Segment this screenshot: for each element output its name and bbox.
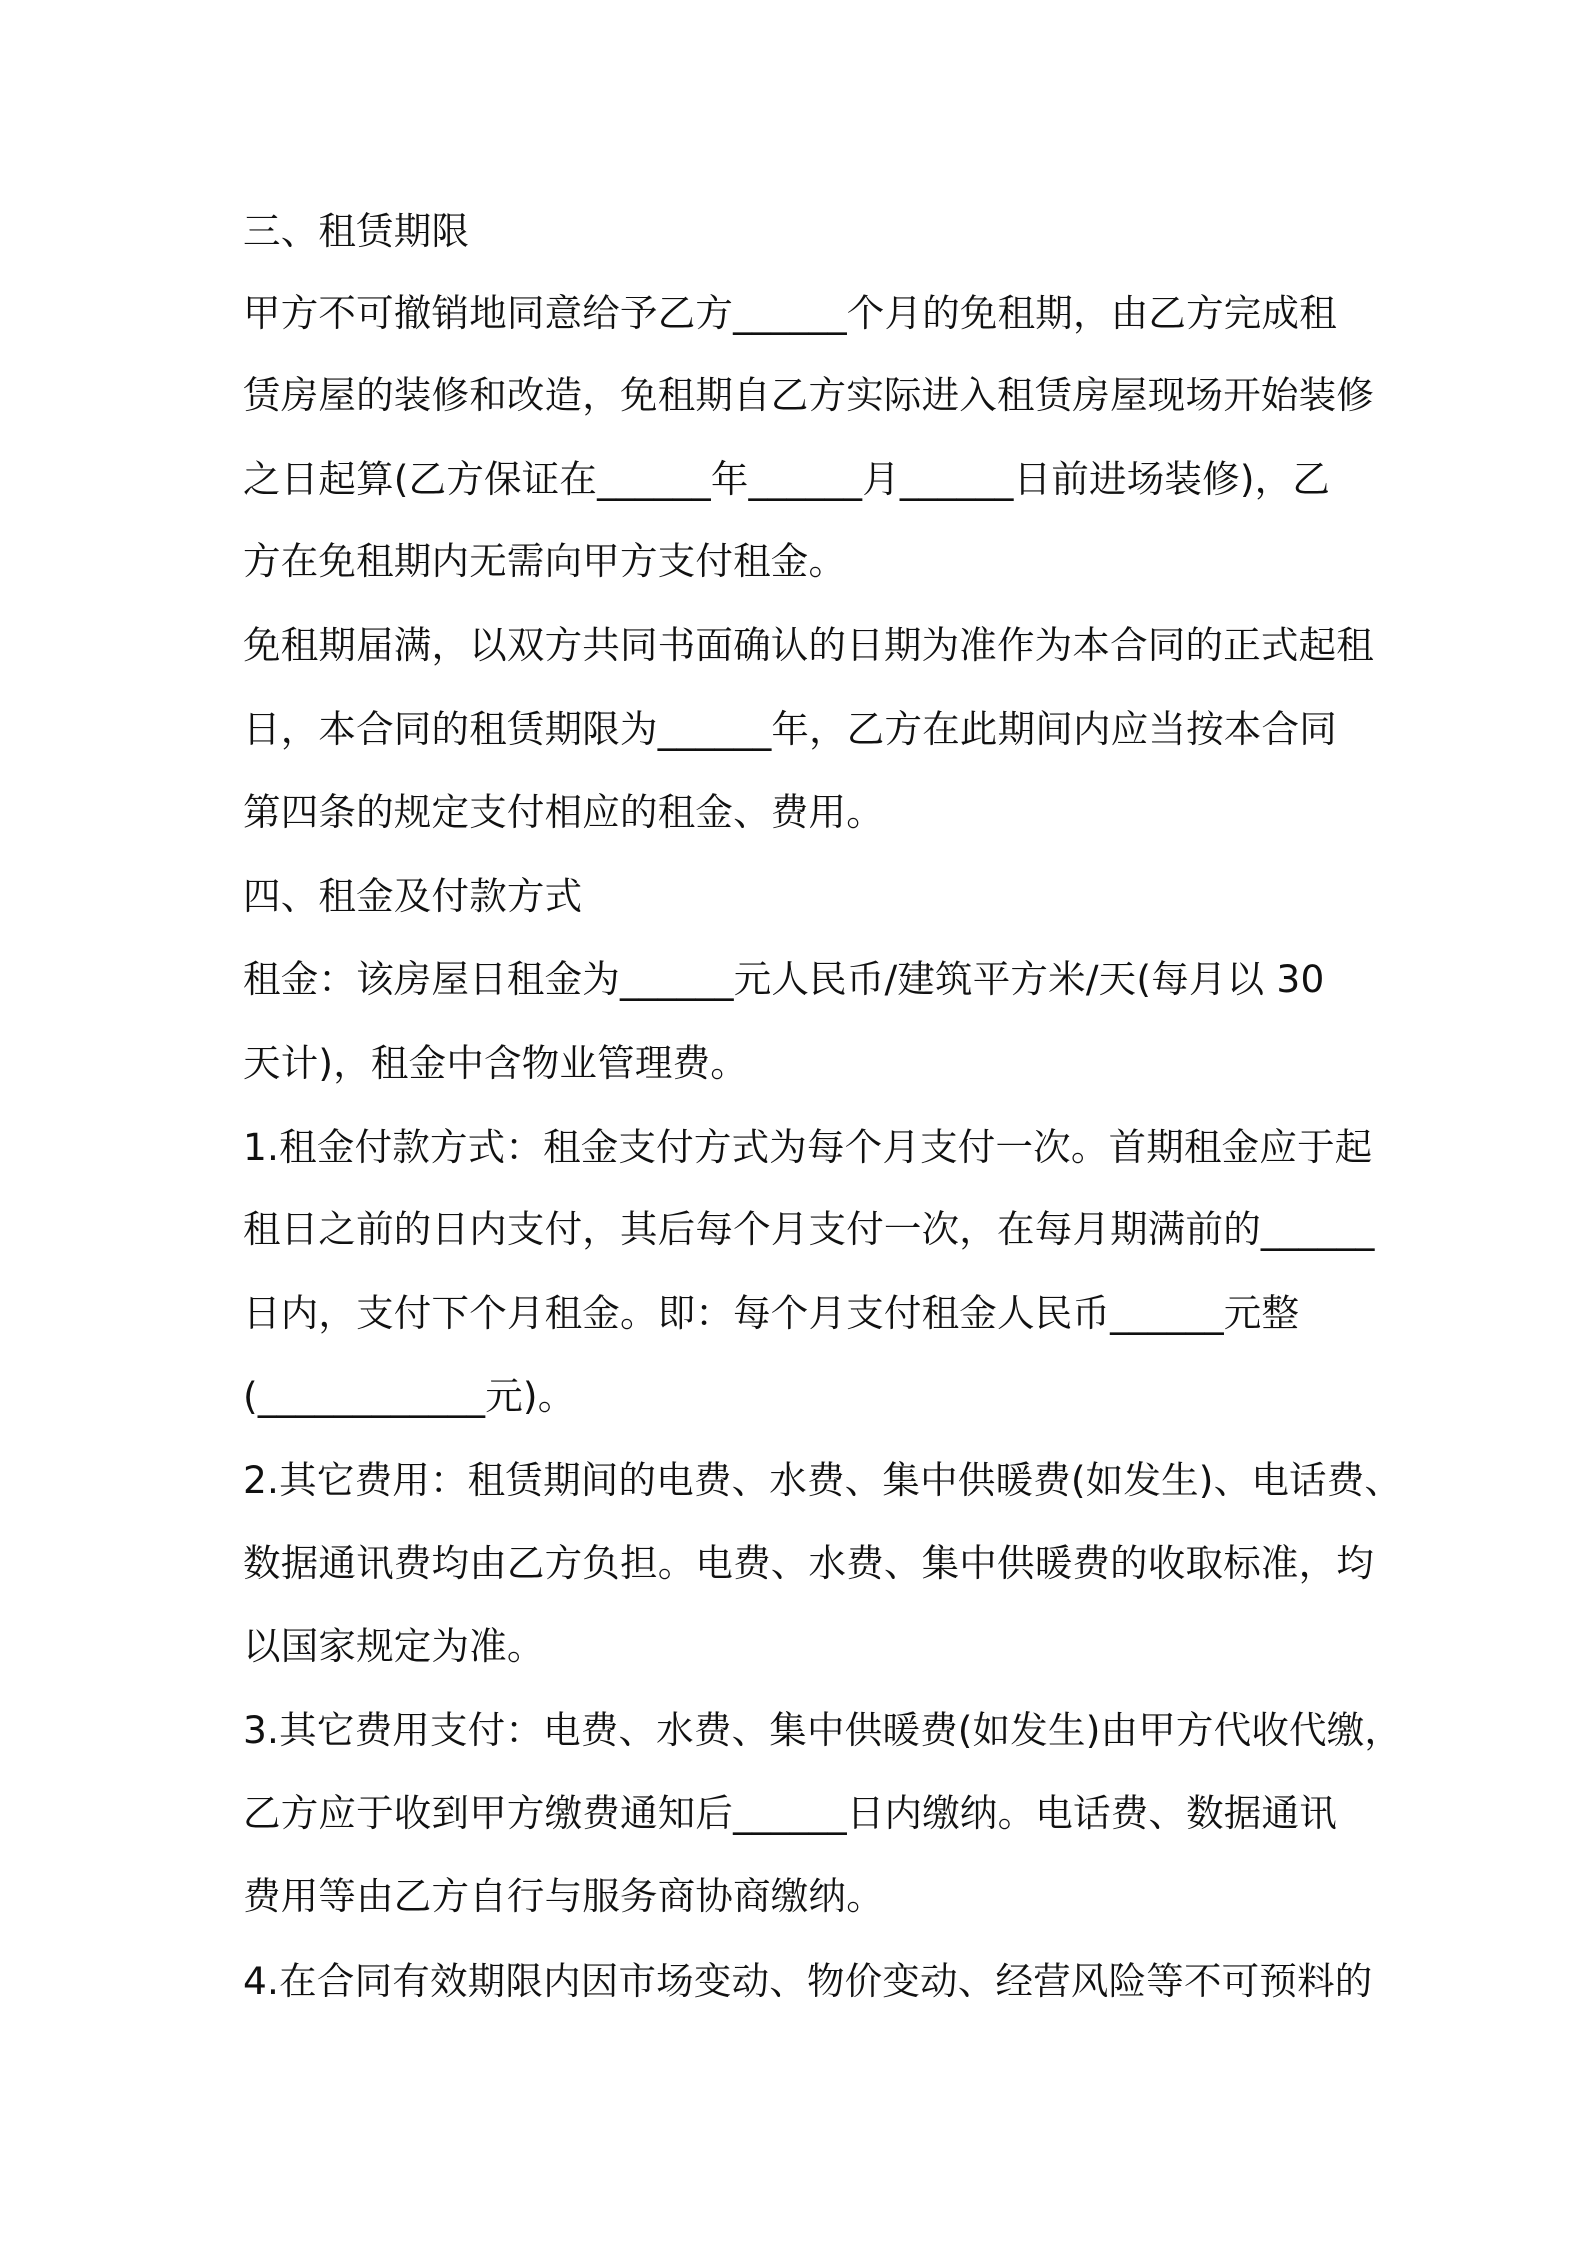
paragraph-line: 数据通讯费均由乙方负担。电费、水费、集中供暖费的收取标准，均: [243, 1541, 1374, 1585]
paragraph-line: 租日之前的日内支付，其后每个月支付一次，在每月期满前的______: [243, 1207, 1375, 1251]
paragraph-line: 第四条的规定支付相应的租金、费用。: [243, 790, 884, 834]
paragraph-line: 以国家规定为准。: [243, 1624, 545, 1668]
paragraph-line: 租金：该房屋日租金为______元人民币/建筑平方米/天(每月以 30: [243, 957, 1325, 1001]
paragraph-line: 日，本合同的租赁期限为______年，乙方在此期间内应当按本合同: [243, 707, 1337, 751]
paragraph-line: 日内，支付下个月租金。即：每个月支付租金人民币______元整: [243, 1291, 1300, 1335]
paragraph-line: 甲方不可撤销地同意给予乙方______个月的免租期，由乙方完成租: [243, 291, 1337, 335]
paragraph-line: 1.租金付款方式：租金支付方式为每个月支付一次。首期租金应于起: [243, 1125, 1373, 1169]
paragraph-line: 4.在合同有效期限内因市场变动、物价变动、经营风险等不可预料的: [243, 1959, 1373, 2003]
section-heading-rent-payment: 四、租金及付款方式: [243, 874, 583, 918]
paragraph-line: 天计)，租金中含物业管理费。: [243, 1041, 748, 1085]
paragraph-line: 方在免租期内无需向甲方支付租金。: [243, 539, 847, 583]
paragraph-line: 免租期届满，以双方共同书面确认的日期为准作为本合同的正式起租: [243, 623, 1374, 667]
paragraph-line: 2.其它费用：租赁期间的电费、水费、集中供暖费(如发生)、电话费、: [243, 1458, 1403, 1502]
paragraph-line: 之日起算(乙方保证在______年______月______日前进场装修)，乙: [243, 457, 1331, 501]
section-heading-lease-term: 三、租赁期限: [243, 209, 470, 253]
paragraph-line: (____________元)。: [243, 1374, 576, 1418]
paragraph-line: 乙方应于收到甲方缴费通知后______日内缴纳。电话费、数据通讯: [243, 1791, 1337, 1835]
paragraph-line: 3.其它费用支付：电费、水费、集中供暖费(如发生)由甲方代收代缴，: [243, 1708, 1403, 1752]
paragraph-line: 费用等由乙方自行与服务商协商缴纳。: [243, 1874, 884, 1918]
paragraph-line: 赁房屋的装修和改造，免租期自乙方实际进入租赁房屋现场开始装修: [243, 373, 1374, 417]
